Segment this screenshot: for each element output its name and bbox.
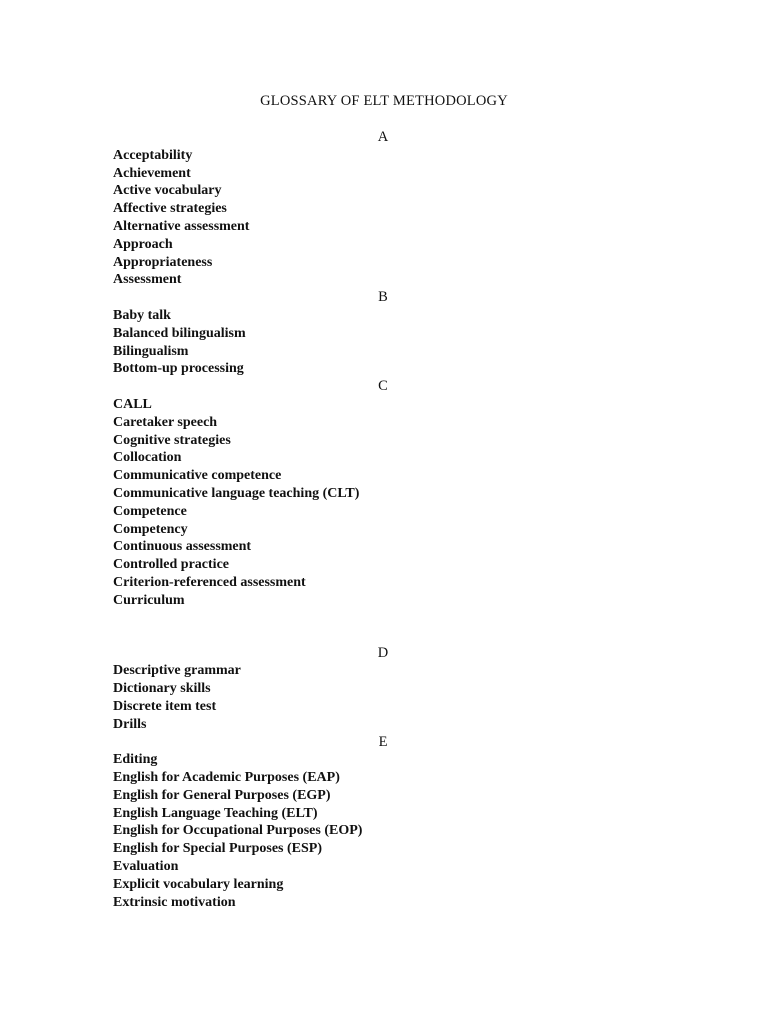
glossary-list <box>113 129 673 911</box>
glossary-term: Competence <box>113 503 187 519</box>
glossary-term: Controlled practice <box>113 557 229 573</box>
glossary-term: Affective strategies <box>113 201 227 217</box>
glossary-term: Descriptive grammar <box>113 663 241 679</box>
glossary-term: Criterion-referenced assessment <box>113 574 306 590</box>
glossary-term: English for General Purposes (EGP) <box>113 787 331 803</box>
glossary-term: Extrinsic motivation <box>113 894 236 910</box>
glossary-term: Explicit vocabulary learning <box>113 876 284 892</box>
glossary-term: Acceptability <box>113 147 193 163</box>
glossary-term: Competency <box>113 521 188 537</box>
glossary-term: Cognitive strategies <box>113 432 231 448</box>
glossary-term: English for Occupational Purposes (EOP) <box>113 823 363 839</box>
glossary-term: Discrete item test <box>113 698 217 714</box>
glossary-term: English Language Teaching (ELT) <box>113 805 318 821</box>
glossary-term: CALL <box>113 396 152 412</box>
glossary-section-a <box>113 129 673 289</box>
document-title: GLOSSARY OF ELT METHODOLOGY <box>260 93 508 109</box>
glossary-section-b <box>113 289 673 378</box>
glossary-term: English for Academic Purposes (EAP) <box>113 770 340 786</box>
glossary-term: Continuous assessment <box>113 539 252 555</box>
glossary-term: Bilingualism <box>113 343 189 359</box>
glossary-term: Baby talk <box>113 307 171 323</box>
glossary-term: Caretaker speech <box>113 414 218 430</box>
glossary-term: Communicative language teaching (CLT) <box>113 485 360 501</box>
glossary-term: Dictionary skills <box>113 681 211 697</box>
section-spacer <box>113 610 673 645</box>
section-letter: E <box>378 733 388 750</box>
glossary-section-c <box>113 378 673 609</box>
glossary-term: Editing <box>113 752 158 768</box>
glossary-term: Evaluation <box>113 859 179 875</box>
glossary-section-e <box>113 734 673 912</box>
glossary-term: Collocation <box>113 450 182 466</box>
glossary-term: English for Special Purposes (ESP) <box>113 841 322 857</box>
glossary-term: Drills <box>113 716 147 732</box>
section-letter: B <box>378 289 388 306</box>
glossary-term: Balanced bilingualism <box>113 325 246 341</box>
glossary-term: Active vocabulary <box>113 183 222 199</box>
glossary-term: Assessment <box>113 272 182 288</box>
glossary-term: Bottom-up processing <box>113 361 244 377</box>
glossary-term: Alternative assessment <box>113 218 250 234</box>
section-letter: C <box>378 378 388 395</box>
glossary-section-d <box>113 645 673 734</box>
section-letter: D <box>377 644 389 661</box>
glossary-term: Appropriateness <box>113 254 213 270</box>
glossary-term: Achievement <box>113 165 191 181</box>
section-letter: A <box>377 129 389 145</box>
glossary-term: Communicative competence <box>113 468 282 484</box>
glossary-term: Curriculum <box>113 592 185 608</box>
glossary-term: Approach <box>113 236 173 252</box>
